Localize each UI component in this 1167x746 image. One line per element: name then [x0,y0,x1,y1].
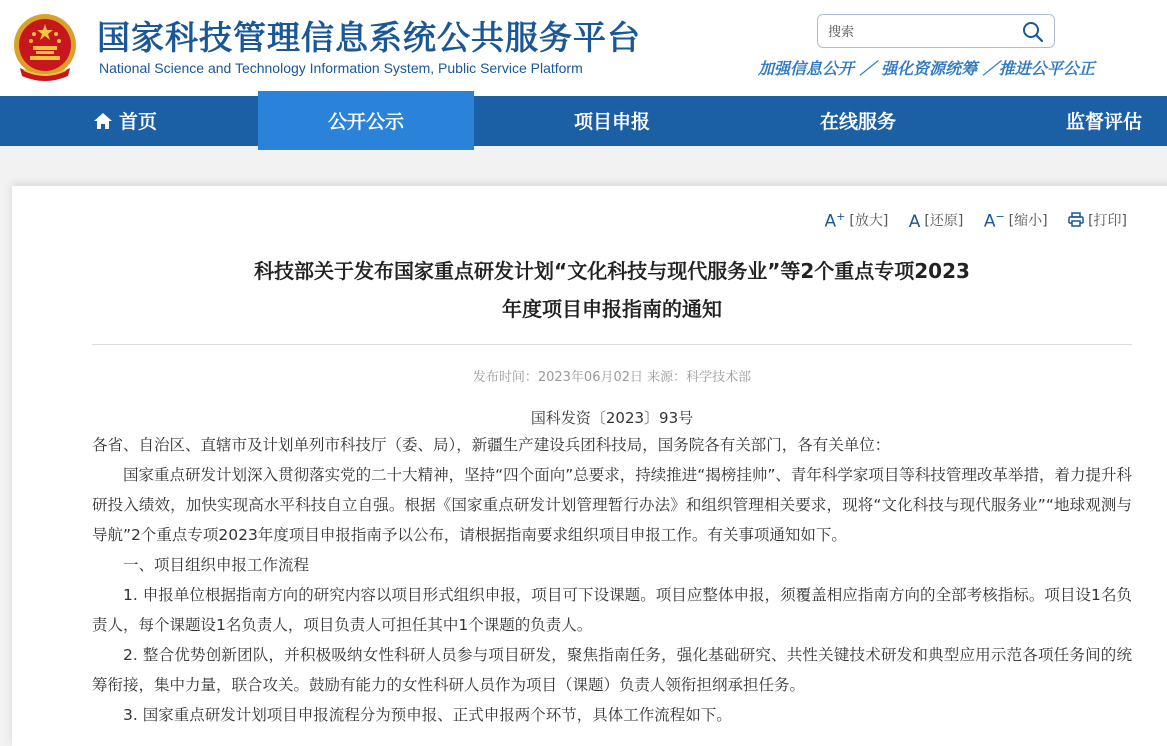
home-icon [93,111,113,131]
site-subtitle: National Science and Technology Information System, Public Service Platform [99,60,583,76]
print-label: [打印] [1088,213,1127,229]
article-title-line-1: 科技部关于发布国家重点研发计划“文化科技与现代服务业”等2个重点专项2023 [254,259,970,283]
search-icon[interactable] [1022,21,1044,43]
article-title [92,252,1132,328]
body-paragraph: 3. 国家重点研发计划项目申报流程分为预申报、正式申报两个环节，具体工作流程如下。 [123,706,732,724]
shrink-font-button[interactable] [984,210,1048,232]
slogan: 加强信息公开 ／ 强化资源统筹 ／推进公平公正 [758,59,1095,78]
restore-font-button[interactable] [909,210,964,232]
nav-item-online-service[interactable] [786,96,930,146]
search-box [817,14,1055,48]
enlarge-label: [放大] [849,213,889,229]
font-shrink-icon: A− [983,210,1005,232]
nav-item-label: 首页 [118,111,157,133]
document-number: 国科发资〔2023〕93号 [530,409,694,427]
body-paragraph: 1. 申报单位根据指南方向的研究内容以项目形式组织申报，项目可下设课题。项目应整体申报，须覆盖相应指南方向的全部考核指标。项目设1名负责人，每个课题设1名负责人，项目负责人可担任其中1个课题的负责人。 [92,586,1132,634]
nav-item-label: 在线服务 [819,111,896,133]
font-restore-icon: A [908,212,921,232]
salutation-paragraph: 各省、自治区、直辖市及计划单列市科技厅（委、局），新疆生产建设兵团科技局，国务院各有关部门，各有关单位： [92,436,891,454]
site-title: 国家科技管理信息系统公共服务平台 [97,18,641,57]
article-body [92,430,1132,730]
nav-item-label: 监督评估 [1065,111,1142,133]
national-emblem-icon[interactable] [12,10,78,84]
article-meta: 发布时间：2023年06月02日 来源：科学技术部 [472,370,752,385]
font-enlarge-icon: A+ [824,210,846,232]
nav-item-label: 公开公示 [327,111,404,133]
article-title-line-2: 年度项目申报指南的通知 [502,297,722,321]
article-panel [12,186,1167,746]
nav-item-project-application[interactable] [540,96,684,146]
print-button[interactable] [1068,210,1127,230]
shrink-label: [缩小] [1008,213,1048,229]
enlarge-font-button[interactable] [825,210,889,232]
article-tools [809,210,1127,232]
search-input[interactable] [826,21,1020,43]
restore-label: [还原] [924,213,964,229]
body-paragraph: 国家重点研发计划深入贯彻落实党的二十大精神，坚持“四个面向”总要求，持续推进“揭榜挂帅”、青年科学家项目等科技管理改革举措，着力提升科研投入绩效，加快实现高水平科技自立自强。根据《国家重点研发计划管理暂行办法》和组织管理相关要求，现将“文化科技与现代服务业”“地球观测与导航”2个重点专项2023年度项目申报指南予以公布，请根据指南要求组织项目申报工作。有关事项通知如下。 [92,466,1132,544]
body-paragraph: 2. 整合优势创新团队，并积极吸纳女性科研人员参与项目研发，聚焦指南任务，强化基础研究、共性关键技术研发和典型应用示范各项任务间的统筹衔接，集中力量，联合攻关。鼓励有能力的女性科研人员作为项目（课题）负责人领衔担纲承担任务。 [92,646,1132,694]
site-header [0,0,1167,96]
print-icon [1068,212,1084,227]
nav-item-supervision[interactable] [1032,96,1167,146]
title-divider [92,344,1132,345]
nav-item-label: 项目申报 [573,111,650,133]
section-heading: 一、项目组织申报工作流程 [123,556,310,574]
nav-item-home[interactable] [60,96,190,146]
nav-item-disclosure[interactable] [258,91,474,150]
main-nav [0,96,1167,146]
